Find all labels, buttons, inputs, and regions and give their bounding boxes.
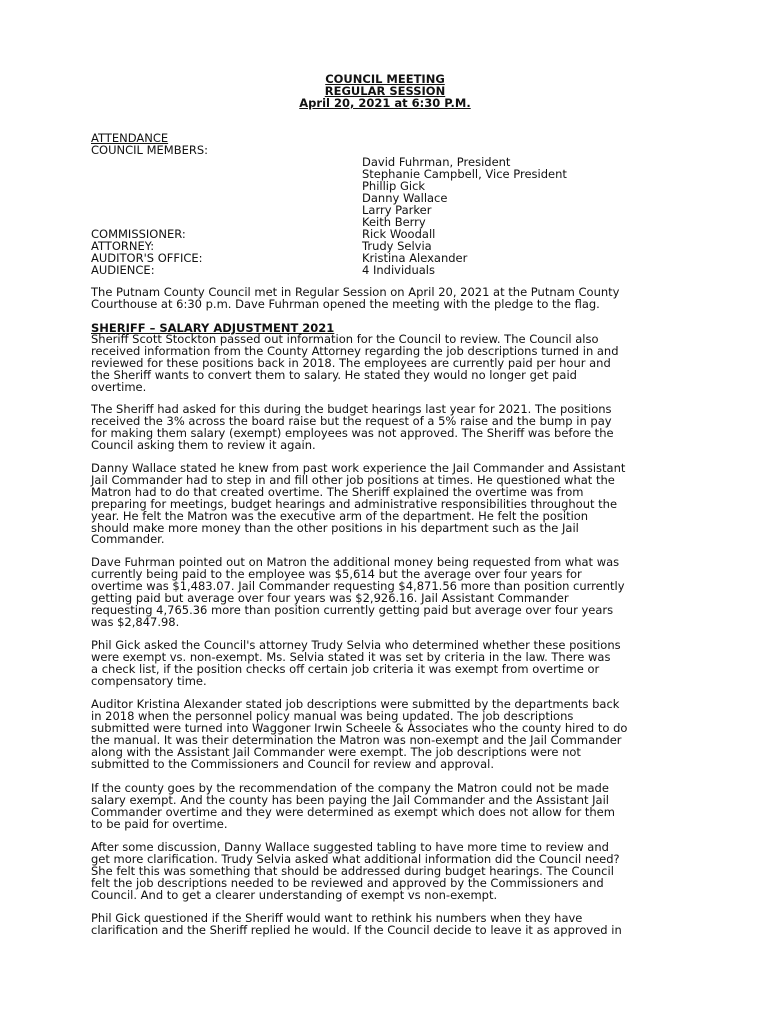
attendance-heading: ATTENDANCE	[91, 131, 169, 145]
section-heading: SHERIFF – SALARY ADJUSTMENT 2021	[91, 321, 335, 335]
text-line: Commander.	[91, 532, 165, 547]
text-line: If the county goes by the recommendation of the company the Matron could not be made	[91, 781, 609, 795]
session-title: REGULAR SESSION	[324, 84, 446, 98]
text-line: along with the Assistant Jail Commander were exempt. The job descriptions were not	[91, 744, 581, 759]
role-label: AUDITOR'S OFFICE:	[91, 251, 203, 265]
text-line: Jail Commander had to step in and fill other job positions at times. He questioned what the	[91, 472, 615, 487]
intro-paragraph	[91, 287, 681, 311]
role-name: 4 Individuals	[362, 263, 435, 277]
member-name: Stephanie Campbell, Vice President	[362, 167, 567, 181]
role-name: Kristina Alexander	[362, 251, 468, 265]
text-line: After some discussion, Danny Wallace suggested tabling to have more time to review and	[91, 840, 609, 854]
text-line: Dave Fuhrman pointed out on Matron the additional money being requested from what was	[91, 555, 620, 569]
paragraph	[91, 783, 681, 831]
role-name: Rick Woodall	[362, 227, 436, 241]
meeting-title: COUNCIL MEETING	[325, 72, 445, 86]
text-line: Courthouse at 6:30 p.m. Dave Fuhrman opened the meeting with the pledge to the flag.	[91, 296, 600, 311]
text-line: The Putnam County Council met in Regular Session on April 20, 2021 at the Putnam County	[91, 285, 620, 299]
text-line: The Sheriff had asked for this during the budget hearings last year for 2021. The positions	[91, 402, 612, 416]
paragraph	[91, 334, 681, 394]
text-line: was $2,847.98.	[91, 614, 180, 629]
role-label: ATTORNEY:	[91, 239, 155, 253]
text-line: should make more money than the other positions in his department such as the Jail	[91, 520, 579, 535]
meeting-date: April 20, 2021 at 6:30 P.M.	[299, 96, 471, 110]
text-line: compensatory time.	[91, 673, 207, 688]
paragraph	[91, 557, 681, 628]
text-line: Council asking them to review it again.	[91, 437, 316, 452]
text-line: currently being paid to the employee was $5,614 but the average over four years for	[91, 566, 582, 581]
text-line: getting paid but average over four years was $2,926.16. Jail Assistant Commander	[91, 590, 569, 605]
text-line: reviewed for these positions back in 2018. The employees are currently paid per hour and	[91, 355, 611, 370]
paragraph	[91, 699, 681, 770]
text-line: Council. And to get a clearer understanding of exempt vs non-exempt.	[91, 887, 498, 902]
text-line: overtime was $1,483.07. Jail Commander requesting $4,871.56 more than position currently	[91, 578, 625, 593]
council-members-label: COUNCIL MEMBERS:	[91, 143, 209, 157]
text-line: to be paid for overtime.	[91, 816, 228, 831]
text-line: for making them salary (exempt) employees was not approved. The Sheriff was before the	[91, 425, 614, 440]
member-name: Larry Parker	[362, 203, 432, 217]
text-line: Auditor Kristina Alexander stated job descriptions were submitted by the departments back	[91, 697, 620, 711]
text-line: Matron had to do that created overtime. The Sheriff explained the overtime was from	[91, 484, 584, 499]
text-line: received information from the County Attorney regarding the job descriptions turned in and	[91, 343, 619, 358]
text-line: overtime.	[91, 379, 147, 394]
member-name: Danny Wallace	[362, 191, 448, 205]
text-line: Sheriff Scott Stockton passed out information for the Council to review. The Council also	[91, 332, 599, 346]
text-line: the manual. It was their determination the Matron was non-exempt and the Jail Commander	[91, 732, 622, 747]
text-line: Commander overtime and they were determined as exempt which does not allow for them	[91, 804, 615, 819]
member-name: Keith Berry	[362, 215, 426, 229]
text-line: get more clarification. Trudy Selvia asked what additional information did the Council need?	[91, 851, 620, 866]
paragraph	[91, 913, 681, 937]
paragraph	[91, 404, 681, 452]
text-line: preparing for meetings, budget hearings and administrative responsibilities throughout the	[91, 496, 618, 511]
text-line: the Sheriff wants to convert them to salary. He stated they would no longer get paid	[91, 367, 577, 382]
text-line: felt the job descriptions needed to be reviewed and approved by the Commissioners and	[91, 875, 604, 890]
text-line: submitted to the Commissioners and Council for review and approval.	[91, 756, 494, 771]
member-name: David Fuhrman, President	[362, 155, 511, 169]
text-line: She felt this was something that should be addressed during budget hearings. The Council	[91, 863, 614, 878]
paragraph	[91, 640, 681, 688]
text-line: year. He felt the Matron was the executive arm of the department. He felt the position	[91, 508, 589, 523]
paragraph	[91, 842, 681, 902]
paragraph	[91, 463, 681, 546]
text-line: Phil Gick asked the Council's attorney Trudy Selvia who determined whether these positions	[91, 638, 621, 652]
text-line: Danny Wallace stated he knew from past work experience the Jail Commander and Assistant	[91, 461, 626, 475]
role-label: COMMISSIONER:	[91, 227, 186, 241]
role-label: AUDIENCE:	[91, 263, 155, 277]
text-line: in 2018 when the personnel policy manual was being updated. The job descriptions	[91, 708, 574, 723]
text-line: were exempt vs. non-exempt. Ms. Selvia stated it was set by criteria in the law. There was	[91, 649, 611, 664]
role-name: Trudy Selvia	[362, 239, 432, 253]
text-line: received the 3% across the board raise but the request of a 5% raise and the bump in pay	[91, 413, 612, 428]
text-line: Phil Gick questioned if the Sheriff would want to rethink his numbers when they have	[91, 911, 583, 925]
member-name: Phillip Gick	[362, 179, 426, 193]
text-line: a check list, if the position checks off certain job criteria it was exempt from overtime or	[91, 661, 600, 676]
text-line: submitted were turned into Waggoner Irwin Scheele & Associates who the county hired to do	[91, 720, 628, 735]
text-line: requesting 4,765.36 more than position currently getting paid but average over four years	[91, 602, 614, 617]
text-line: salary exempt. And the county has been paying the Jail Commander and the Assistant Jail	[91, 792, 609, 807]
text-line: clarification and the Sheriff replied he would. If the Council decide to leave it as approved in	[91, 922, 622, 937]
